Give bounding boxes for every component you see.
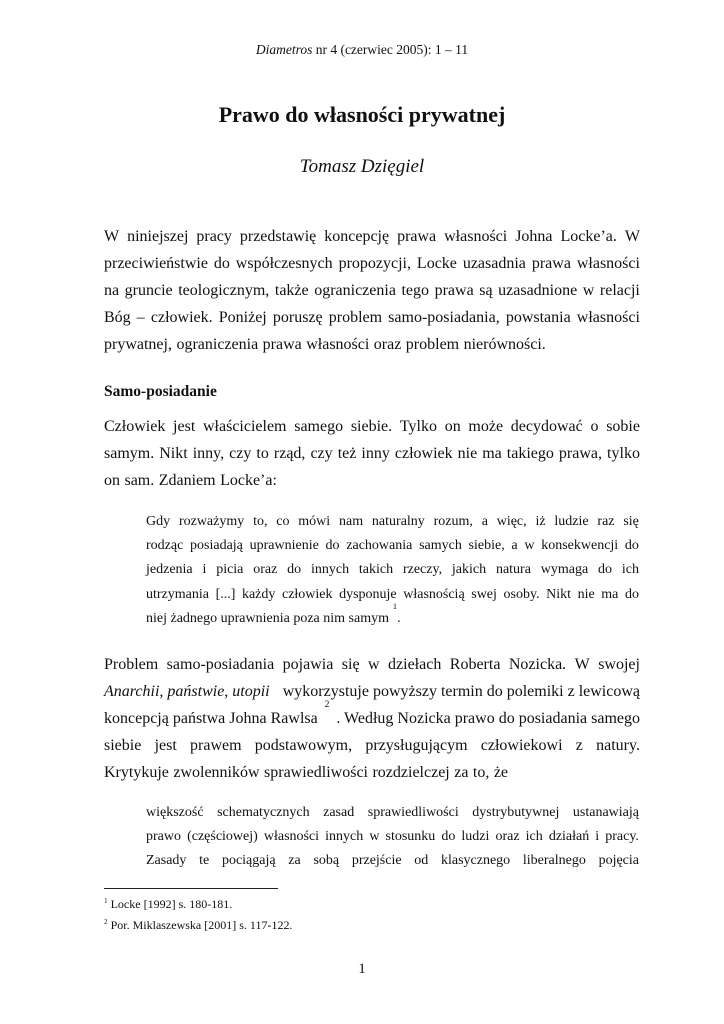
word: ograniczenia	[176, 336, 259, 353]
word: pojęcia	[598, 853, 639, 869]
word: współczesnych	[235, 255, 333, 272]
word: inny	[361, 445, 390, 462]
word: do	[325, 538, 340, 554]
word: człowiekowi	[480, 737, 563, 754]
word: przysługującym	[365, 737, 468, 754]
word: ma	[482, 445, 502, 462]
word: do	[624, 586, 639, 602]
word: uzasadnia	[462, 255, 526, 272]
text-line	[104, 440, 640, 467]
footnote-number: 2	[104, 918, 108, 926]
word: dziełach	[388, 656, 442, 673]
word: przedstawię	[239, 228, 317, 245]
word: natura	[495, 562, 531, 578]
word: dysponuje	[339, 586, 397, 602]
word: sprawiedliwości	[367, 805, 459, 820]
word: do	[441, 829, 456, 845]
word: (częściowej)	[187, 829, 258, 845]
text-line	[146, 849, 639, 873]
word: ich	[525, 829, 543, 845]
word: w	[582, 282, 595, 299]
word: siebie,	[468, 538, 505, 554]
text-line	[104, 759, 640, 786]
text-line	[146, 801, 639, 825]
word: to	[256, 445, 269, 462]
word: to,	[472, 764, 490, 781]
word: jedzenia	[146, 562, 193, 578]
word: czy	[229, 445, 252, 462]
word: samego	[294, 418, 344, 435]
word: że	[493, 764, 509, 781]
word: Locke’a.	[560, 228, 617, 245]
word: prawa	[434, 282, 474, 299]
footnote-text: Por. Miklaszewska [2001] s. 117-122.	[110, 918, 293, 932]
running-header	[0, 42, 724, 58]
word: większość	[146, 805, 204, 820]
text-span: wykorzystuje powyższy termin do polemiki z lewicową	[282, 683, 640, 700]
word: uzasadnione	[498, 282, 578, 299]
word: oraz	[253, 562, 278, 578]
word: poruszę	[272, 309, 323, 326]
word: do	[287, 562, 302, 578]
word: w	[524, 538, 535, 554]
word: też	[337, 445, 357, 462]
word: samo-posiadania	[166, 656, 275, 673]
word: sprawiedliwości	[264, 764, 368, 781]
text-line	[104, 331, 640, 358]
word: sam.	[124, 472, 155, 489]
page-number: 1	[358, 961, 366, 977]
text-line	[104, 304, 640, 331]
word: przeciwieństwie	[104, 255, 208, 272]
word: niniejszej	[127, 228, 189, 245]
word: on	[104, 472, 120, 489]
word: problem	[405, 336, 460, 353]
word: własnością	[403, 586, 465, 602]
word: podstawowym,	[254, 737, 353, 754]
word: prawo	[146, 829, 181, 845]
word: swojej	[598, 656, 640, 673]
word: do	[624, 538, 639, 554]
footnote-number: 1	[104, 897, 108, 905]
word: iż	[535, 514, 546, 529]
word: posiadają	[190, 538, 243, 554]
author-name: Tomasz Dzięgiel	[299, 156, 425, 177]
word: Nozicka.	[508, 656, 567, 673]
word: na	[104, 282, 120, 299]
word: przejście	[351, 853, 402, 869]
text-line	[104, 678, 640, 705]
word: człowiek.	[150, 309, 213, 326]
word: ma	[601, 586, 619, 602]
word: więc,	[496, 514, 527, 529]
word: a	[481, 514, 488, 529]
block-quote	[146, 510, 639, 631]
word: ich	[621, 562, 639, 578]
word: rozważymy	[178, 514, 245, 529]
text-line	[104, 250, 640, 277]
word: z	[575, 737, 583, 754]
word: schematycznych	[217, 805, 310, 820]
word: Bóg	[104, 309, 131, 326]
word: rozdzielczej	[372, 764, 450, 781]
word: pracy	[196, 228, 232, 245]
word: o	[590, 418, 599, 435]
text-line	[104, 223, 640, 250]
word: ustanawiają	[572, 805, 639, 820]
word: od	[414, 853, 429, 869]
word: Zasady	[146, 853, 187, 869]
word: są	[479, 282, 493, 299]
word: stosunku	[385, 829, 436, 845]
word: Krytykuje	[104, 764, 169, 781]
word: za	[288, 853, 301, 869]
word: wymaga	[540, 562, 589, 578]
word: Gdy	[146, 514, 171, 529]
word: uprawnienie	[249, 538, 319, 554]
text-line	[146, 601, 639, 631]
word: siebie	[104, 737, 142, 754]
word: [...]	[215, 586, 236, 602]
quote-end-punct: .	[397, 610, 401, 626]
word: ludzie	[554, 514, 589, 529]
word: to,	[253, 514, 268, 529]
word: człowiek	[281, 586, 333, 602]
word: samym.	[104, 445, 155, 462]
word: działań	[548, 829, 590, 845]
word: prawa	[397, 228, 437, 245]
word: w	[369, 829, 380, 845]
word: Zdaniem	[158, 472, 216, 489]
word: się	[341, 656, 360, 673]
text-line	[146, 534, 639, 558]
journal-name: Diametros	[255, 42, 313, 57]
block-quote	[146, 801, 639, 874]
text-line	[104, 699, 640, 732]
word: może	[468, 418, 504, 435]
word: a	[511, 538, 518, 554]
word: prawa,	[558, 445, 603, 462]
word: człowiek	[394, 445, 453, 462]
word: właścicielem	[202, 418, 287, 435]
word: do	[598, 562, 613, 578]
word: decydować	[510, 418, 583, 435]
word: nie	[577, 586, 595, 602]
text-line	[104, 651, 640, 678]
word: sobą	[313, 853, 340, 869]
word: picia	[216, 562, 244, 578]
footnote	[104, 897, 232, 912]
word: W	[624, 228, 640, 245]
abstract	[104, 223, 640, 358]
word: własności	[444, 228, 508, 245]
word: siebie.	[350, 418, 393, 435]
word: za	[454, 764, 469, 781]
word: Roberta	[449, 656, 501, 673]
word: nie	[457, 445, 478, 462]
word: się	[623, 514, 639, 529]
word: tylko	[607, 445, 640, 462]
word: Nikt	[546, 586, 572, 602]
word: konsekwencji	[541, 538, 619, 554]
text-line	[104, 732, 640, 759]
word: utrzymania	[146, 586, 209, 602]
word: ludzi	[461, 829, 490, 845]
word: jakich	[451, 562, 487, 578]
word: rzeczy,	[402, 562, 443, 578]
word: rodząc	[146, 538, 184, 554]
word: dystrybutywnej	[472, 805, 560, 820]
word: –	[136, 309, 145, 326]
paragraph	[104, 413, 640, 494]
section-heading: Samo-posiadanie	[104, 383, 217, 400]
word: Tylko	[399, 418, 437, 435]
word: Człowiek	[104, 418, 166, 435]
word: mówi	[298, 514, 331, 529]
word: pracy.	[605, 829, 639, 845]
word: rozum,	[433, 514, 473, 529]
word: Johna	[515, 228, 553, 245]
word: w	[368, 656, 380, 673]
word: tego	[401, 282, 430, 299]
word: samo-posiadania,	[388, 309, 500, 326]
text-span: . Według Nozicka prawo do posiadania samego	[336, 710, 640, 727]
word: jest	[154, 737, 177, 754]
word: Locke	[416, 255, 457, 272]
text-line	[146, 510, 639, 534]
word: własności	[576, 255, 640, 272]
word: te	[199, 853, 210, 869]
word: innych	[310, 562, 350, 578]
word: sobie	[606, 418, 640, 435]
text-line	[146, 825, 639, 849]
word: osoby.	[503, 586, 540, 602]
footnote	[104, 918, 292, 933]
word: jest	[173, 418, 196, 435]
word: nierówności.	[463, 336, 546, 353]
footnote-divider	[104, 888, 278, 889]
word: prawa	[262, 336, 302, 353]
quote-end-text: niej żadnego uprawnienia poza nim samym	[146, 610, 389, 626]
word: zasad	[323, 805, 355, 820]
word: koncepcję	[324, 228, 390, 245]
word: swej	[471, 586, 497, 602]
word: on	[444, 418, 461, 435]
word: i	[202, 562, 207, 578]
word: ograniczenia	[314, 282, 396, 299]
word: każdy	[241, 586, 276, 602]
word: Problem	[104, 656, 159, 673]
word: naturalny	[371, 514, 425, 529]
book-title: Anarchii, państwie, utopii	[104, 683, 270, 700]
paragraph	[104, 651, 640, 786]
word: liberalnego	[522, 853, 586, 869]
word: inny,	[192, 445, 225, 462]
word: pojawia	[282, 656, 334, 673]
word: i	[595, 829, 600, 845]
word: raz	[597, 514, 615, 529]
text-line	[104, 467, 640, 494]
text-line	[104, 277, 640, 304]
footnote-ref: 1	[392, 601, 398, 611]
word: problem	[328, 309, 383, 326]
word: zachowania	[346, 538, 413, 554]
word: propozycji,	[338, 255, 411, 272]
word: klasycznego	[440, 853, 511, 869]
word: własności	[576, 309, 640, 326]
word: pociągają	[221, 853, 276, 869]
footnote-text: Locke [1992] s. 180-181.	[110, 897, 233, 911]
word: prawem	[190, 737, 242, 754]
word: takiego	[506, 445, 554, 462]
word: innych	[325, 829, 364, 845]
paper-title: Prawo do własności prywatnej	[218, 102, 506, 127]
word: powstania	[505, 309, 571, 326]
word: samych	[419, 538, 462, 554]
footnote-ref: 2	[324, 699, 330, 710]
word: Poniżej	[218, 309, 267, 326]
word: prywatnej,	[104, 336, 172, 353]
word: takich	[358, 562, 394, 578]
word: czy	[310, 445, 333, 462]
text-line	[146, 558, 639, 582]
word: oraz	[495, 829, 520, 845]
word: także	[274, 282, 309, 299]
word: Nikt	[159, 445, 188, 462]
word: teologicznym,	[178, 282, 270, 299]
text-line	[104, 413, 640, 440]
word: prawa	[531, 255, 571, 272]
word: własności	[306, 336, 370, 353]
word: gruncie	[124, 282, 173, 299]
word: relacji	[599, 282, 640, 299]
word: Locke’a:	[220, 472, 277, 489]
word: W	[104, 228, 120, 245]
issue-info: nr 4 (czerwiec 2005): 1 – 11	[315, 42, 469, 57]
word: nam	[339, 514, 364, 529]
word: do	[213, 255, 230, 272]
word: W	[574, 656, 590, 673]
text-span: koncepcją państwa Johna Rawlsa	[104, 710, 318, 727]
word: rząd,	[273, 445, 306, 462]
word: natury.	[596, 737, 640, 754]
word: zwolenników	[173, 764, 260, 781]
word: oraz	[373, 336, 402, 353]
word: co	[276, 514, 290, 529]
word: własności	[263, 829, 320, 845]
